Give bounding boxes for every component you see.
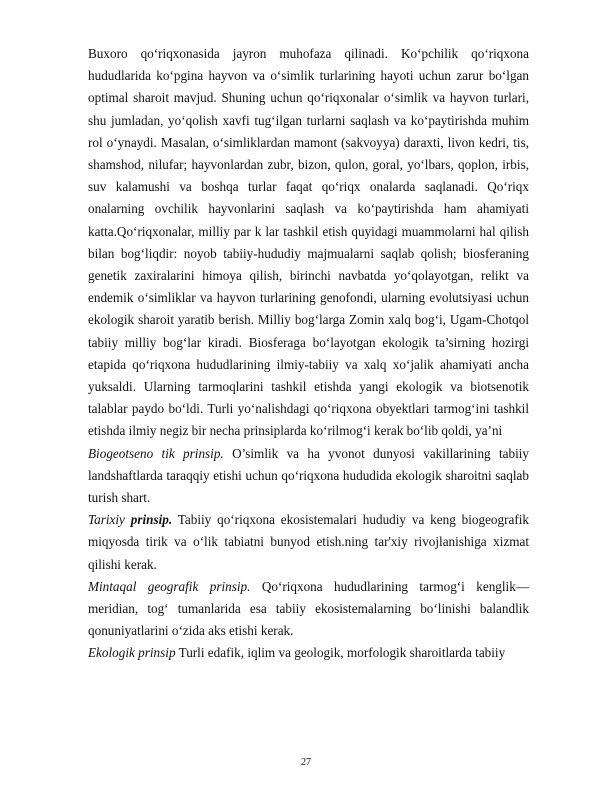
document-body (88, 43, 529, 665)
paragraph-biogeotsenotik (88, 443, 529, 510)
paragraph-text: O’simlik va ha yvonot dunyosi vakillarining tabiiy landshaftlarda taraqqiy etishi uchun qo‘riqxona hududida ekologik sharoitni saqlab turish shart. (88, 445, 530, 506)
paragraph-text: Buxoro qo‘riqxonasida jayron muhofaza qilinadi. Ko‘pchilik qo‘riqxona hududlarida ko‘pgina hayvon va o‘simlik turlarining hayoti uchun zarur bo‘lgan optimal sharoit mavjud. Shuning uchun qo‘riqxonalar o‘simlik va hayvon turlari, shu jumladan, yo‘qolish xavfi tug‘ilgan turlarni saqlash va ko‘paytirishda muhim rol o‘ynaydi. Masalan, o‘simliklardan mamont (sakvoyya) daraxti, livon kedri, tis, shamshod, nilufar; hayvonlardan zubr, bizon, qulon, goral, yo‘lbars, qoplon, irbis, suv kalamushi va boshqa turlar faqat qo‘riqx onalarda saqlanadi. Qo‘riqx onalarning ovchilik hayvonlarini saqlash va ko‘paytirishda ham ahamiyati katta.Qo‘riqxonalar, milliy par k lar tashkil etish quyidagi muammolarni hal qilish bilan bog‘liqdir: noyob tabiiy-hududiy majmualarni saqlab qolish; biosferaning genetik zaxiralarini himoya qilish, birinchi navbatda yo‘qolayotgan, relikt va endemik o‘simliklar va hayvon turlarining genofondi, ularning evolutsiyasi uchun ekologik sharoit yaratib berish. Milliy bog‘larga Zomin xalq bog‘i, Ugam-Chotqol tabiiy milliy bog‘lar kiradi. Biosferaga bo‘layotgan ekologik ta’sirning hozirgi etapida qo‘riqxona hududlarining ilmiy-tabiiy va xalq xo‘jalik ahamiyati ancha yuksaldi. Ularning tarmoqlarini tashkil etishda yangi ekologik va biotsenotik talablar paydo bo‘ldi. Turli yo‘nalishdagi qo‘riqxona obyektlari tarmog‘ini tashkil etishda ilmiy negiz bir necha prinsiplarda ko‘rilmog‘i kerak bo‘lib qoldi, ya’ni (88, 46, 529, 439)
principle-term: Mintaqal geografik prinsip. (88, 578, 251, 594)
paragraph-text: Turli edafik, iqlim va geologik, morfologik sharoitlarda tabiiy (175, 645, 506, 661)
paragraph-mintaqal (88, 576, 529, 643)
paragraph-text: Qo‘riqxona hududlarining tarmog‘i kenglik—meridian, tog‘ tumanlarida esa tabiiy ekosistemalarning bo‘linishi balandlik qonuniyatlarini o‘zida aks etishi kerak. (88, 578, 529, 639)
paragraph-text: Tabiiy qo‘riqxona ekosistemalari hududiy va keng biogeografik miqyosda tirik va o‘lik tabiatni bunyod etish.ning tar'xiy rivojlanishiga xizmat qilishi kerak. (88, 512, 530, 572)
principle-term: Biogeotseno tik prinsip. (88, 445, 224, 461)
principle-term: Tarixiy prinsip. (88, 512, 173, 528)
paragraph-tarixiy (88, 509, 529, 576)
page-number: 27 (301, 757, 311, 768)
principle-term: Ekologik prinsip (88, 645, 176, 661)
paragraph-intro (88, 43, 529, 443)
paragraph-ekologik (88, 642, 529, 664)
